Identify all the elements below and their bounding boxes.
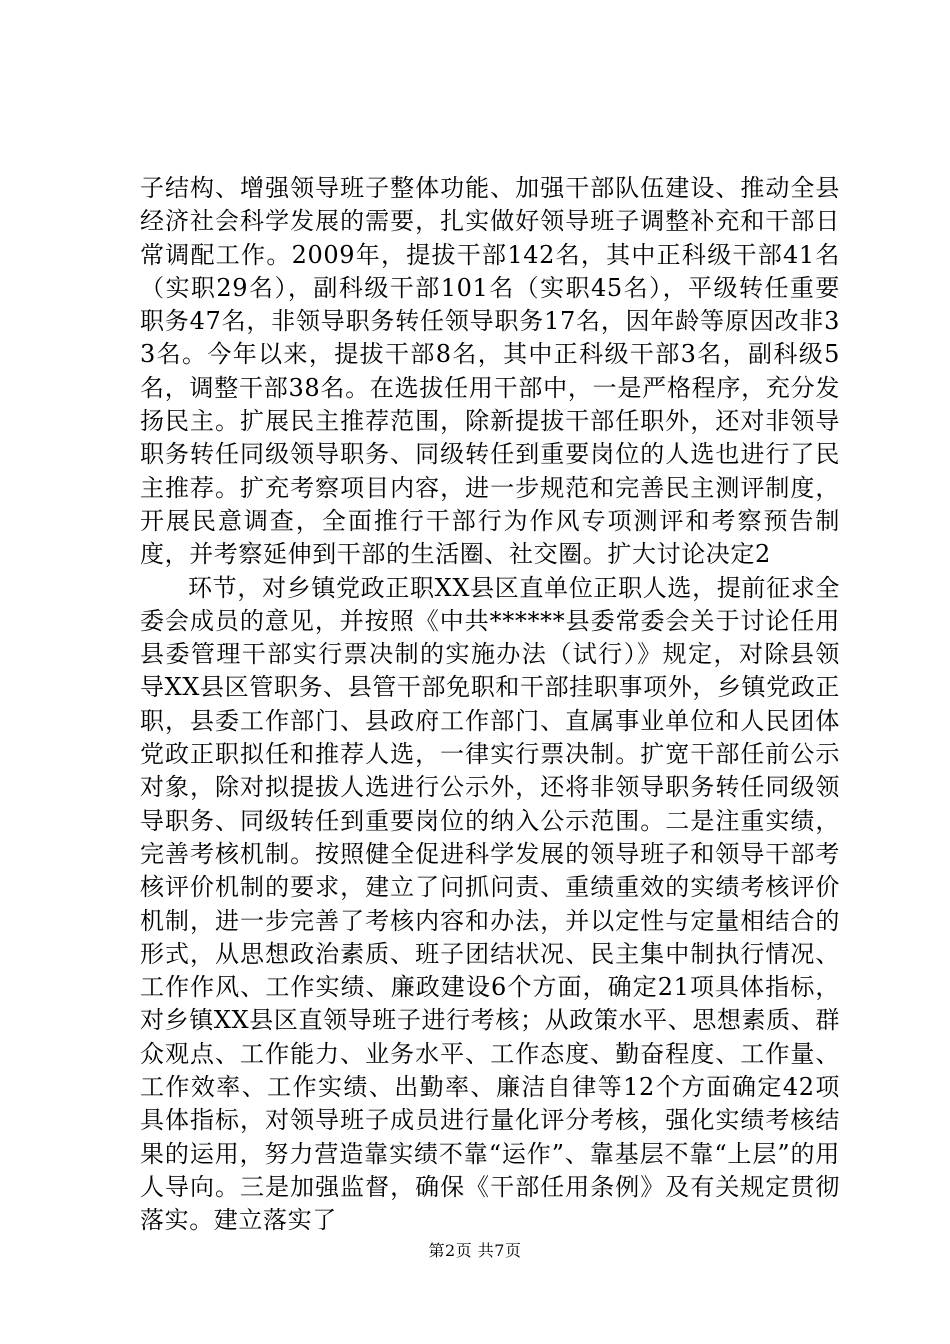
paragraph-2: 环节，对乡镇党政正职XX县区直单位正职人选，提前征求全委会成员的意见，并按照《中共******县委常委会关于讨论任用县委管理干部实行票决制的实施办法（试行）》规定，对除县领导XX县区管职务、县管干部免职和干部挂职事项外，乡镇党政正职，县委工作部门、县政府工作部门、直属事业单位和人民团体党政正职拟任和推荐人选，一律实行票决制。扩宽干部任前公示对象，除对拟提拔人选进行公示外，还将非领导职务转任同级领导职务、同级转任到重要岗位的纳入公示范围。二是注重实绩，完善考核机制。按照健全促进科学发展的领导班子和领导干部考核评价机制的要求，建立了问抓问责、重绩重效的实绩考核评价机制，进一步完善了考核内容和办法，并以定性与定量相结合的形式，从思想政治素质、班子团结状况、民主集中制执行情况、工作作风、工作实绩、廉政建设6个方面，确定21项具体指标，对乡镇XX县区直领导班子进行考核；从政策水平、思想素质、群众观点、工作能力、业务水平、工作态度、勤奋程度、工作量、工作效率、工作实绩、出勤率、廉洁自律等12个方面确定42项具体指标，对领导班子成员进行量化评分考核，强化实绩考核结果的运用，努力营造靠实绩不靠“运作”、靠基层不靠“上层”的用人导向。三是加强监督，确保《干部任用条例》及有关规定贯彻落实。建立落实了: [140, 573, 840, 1235]
page-number-footer: 第2页 共7页: [428, 1241, 522, 1260]
document-body: [140, 172, 840, 1238]
paragraph-1: 子结构、增强领导班子整体功能、加强干部队伍建设、推动全县经济社会科学发展的需要，扎实做好领导班子调整补充和干部日常调配工作。2009年，提拔干部142名，其中正科级干部41名（实职29名），副科级干部101名（实职45名），平级转任重要职务47名，非领导职务转任领导职务17名，因年龄等原因改非33名。今年以来，提拔干部8名，其中正科级干部3名，副科级5名，调整干部38名。在选拔任用干部中，一是严格程序，充分发扬民主。扩展民主推荐范围，除新提拔干部任职外，还对非领导职务转任同级领导职务、同级转任到重要岗位的人选也进行了民主推荐。扩充考察项目内容，进一步规范和完善民主测评制度，开展民意调查，全面推行干部行为作风专项测评和考察预告制度，并考察延伸到干部的生活圈、社交圈。扩大讨论决定2: [140, 174, 840, 569]
